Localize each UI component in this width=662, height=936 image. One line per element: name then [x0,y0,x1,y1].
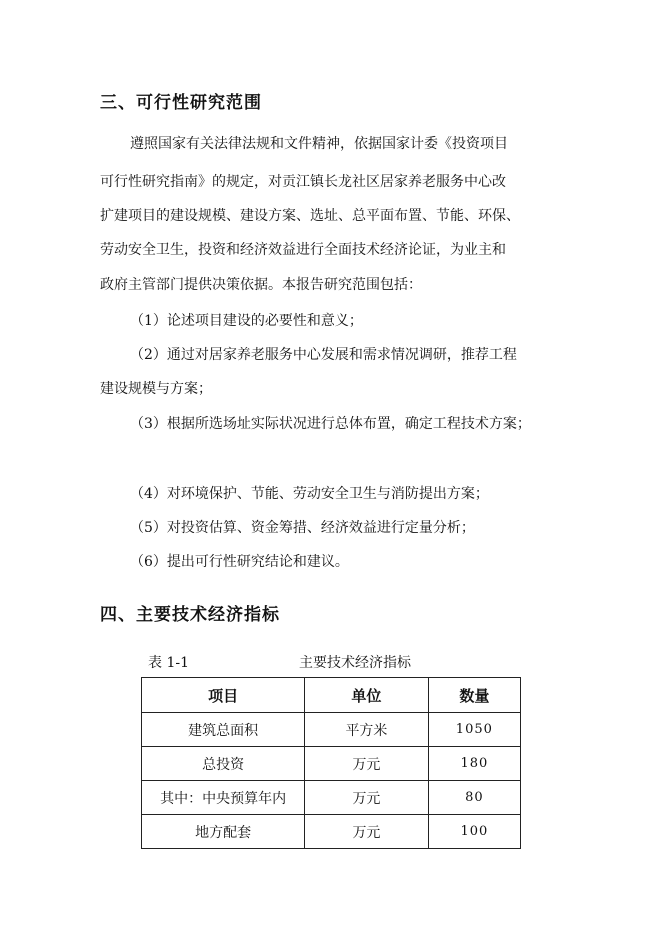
section-4-heading: 四、主要技术经济指标 [100,605,280,625]
table-row [142,815,521,849]
table-row [142,781,521,815]
paragraph-line: 遵照国家有关法律法规和文件精神，依据国家计委《投资项目 [130,136,508,152]
column-header: 数量 [428,678,520,713]
table-cell: 地方配套 [142,815,305,849]
paragraph-line: 政府主管部门提供决策依据。本报告研究范围包括： [100,277,422,293]
table-label: 表 1-1 [148,655,189,671]
indicator-table [141,677,521,849]
table-cell: 180 [428,747,520,781]
paragraph-line: 扩建项目的建设规模、建设方案、选址、总平面布置、节能、环保、 [100,208,520,224]
column-header: 单位 [305,678,429,713]
column-header: 项目 [142,678,305,713]
table-cell: 其中：中央预算年内 [142,781,305,815]
list-item: 建设规模与方案； [100,381,212,397]
table-header-row [142,678,521,713]
paragraph-line: 劳动安全卫生，投资和经济效益进行全面技术经济论证，为业主和 [100,242,506,258]
table-cell: 平方米 [305,713,429,747]
list-item: （4）对环境保护、节能、劳动安全卫生与消防提出方案； [130,486,489,502]
list-item: （3）根据所选场址实际状况进行总体布置，确定工程技术方案； [130,416,531,432]
table-title: 主要技术经济指标 [299,655,411,671]
list-item: （1）论述项目建设的必要性和意义； [130,313,363,329]
table-cell: 80 [428,781,520,815]
table-row [142,713,521,747]
section-3-heading: 三、可行性研究范围 [100,93,262,113]
table-cell: 1050 [428,713,520,747]
table-row [142,747,521,781]
table-cell: 总投资 [142,747,305,781]
list-item: （6）提出可行性研究结论和建议。 [130,554,349,570]
table-cell: 万元 [305,815,429,849]
table-cell: 万元 [305,747,429,781]
table-cell: 100 [428,815,520,849]
paragraph-line: 可行性研究指南》的规定，对贡江镇长龙社区居家养老服务中心改 [100,174,506,190]
list-item: （5）对投资估算、资金筹措、经济效益进行定量分析； [130,520,475,536]
table-cell: 建筑总面积 [142,713,305,747]
table-cell: 万元 [305,781,429,815]
list-item: （2）通过对居家养老服务中心发展和需求情况调研，推荐工程 [130,347,517,363]
